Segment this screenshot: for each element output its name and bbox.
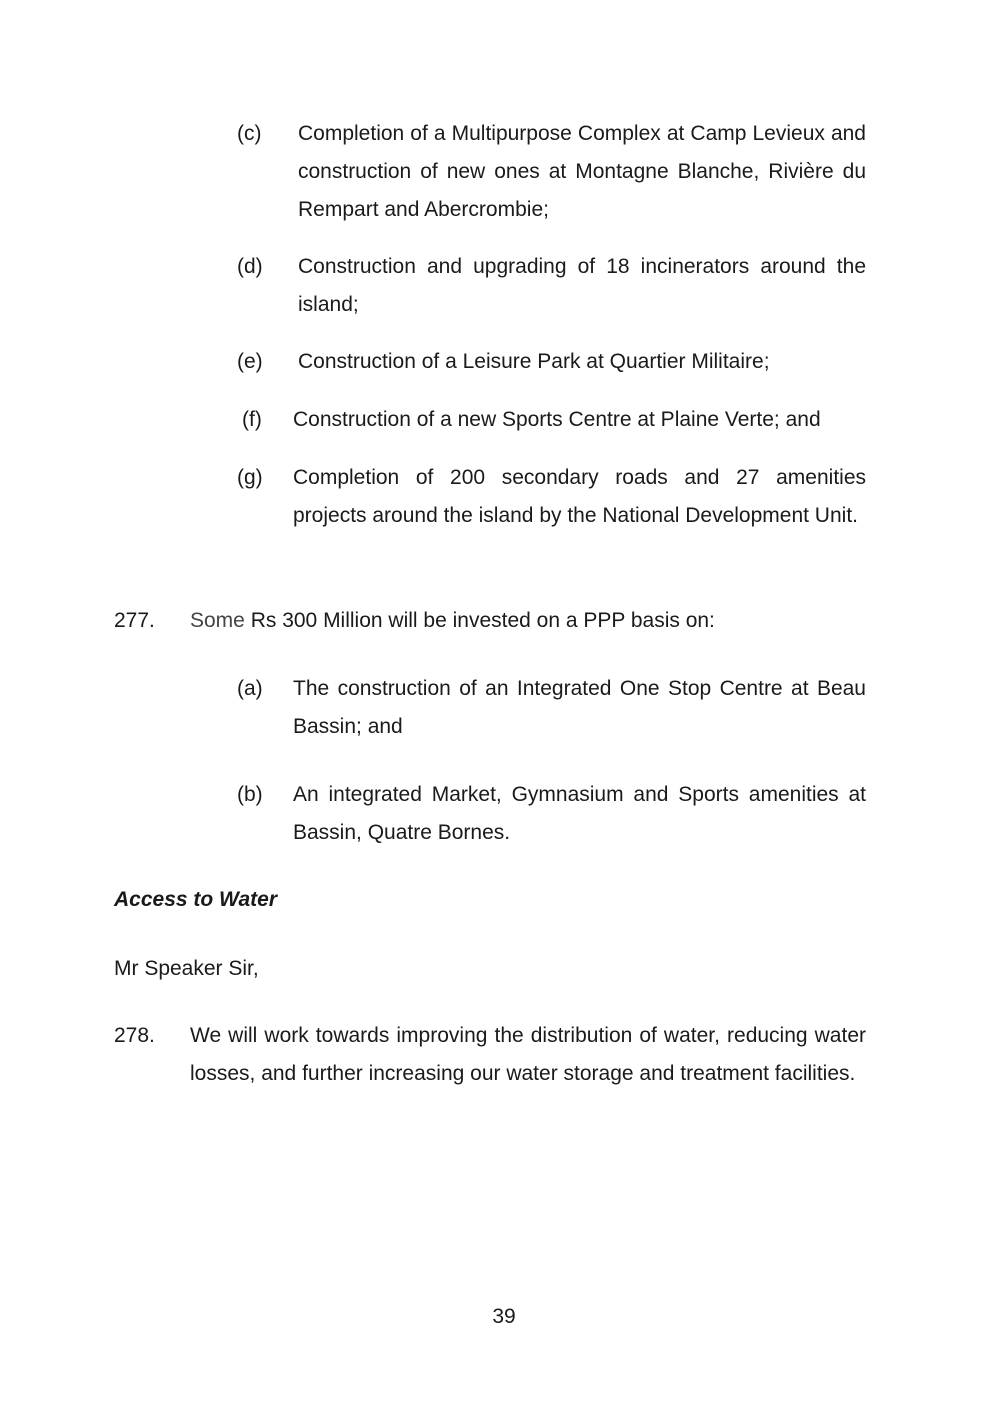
list-item-text: An integrated Market, Gymnasium and Sports amenities at Bassin, Quatre Bornes. <box>293 783 866 844</box>
page-number: 39 <box>492 1305 516 1328</box>
list-item-label: (d) <box>237 255 263 278</box>
section-heading: Access to Water <box>114 888 278 911</box>
list-item-label: (b) <box>237 783 263 806</box>
list-item-label: (f) <box>242 408 262 431</box>
paragraph-text: We will work towards improving the distribution of water, reducing water losses, and further increasing our water storage and treatment facilities. <box>190 1024 866 1085</box>
list-item-text: Completion of 200 secondary roads and 27 amenities projects around the island by the National Development Unit. <box>293 466 866 527</box>
list-item-text: Completion of a Multipurpose Complex at Camp Levieux and construction of new ones at Montagne Blanche, Rivière du Rempart and Abercrombie; <box>298 122 866 221</box>
list-item-label: (a) <box>237 677 263 700</box>
paragraph-text <box>190 602 866 640</box>
list-item-label: (e) <box>237 350 263 373</box>
paragraph-number: 277. <box>114 609 155 632</box>
paragraph-body: Rs 300 Million will be invested on a PPP basis on: <box>244 609 715 632</box>
paragraph-number: 278. <box>114 1024 155 1047</box>
list-item-text: The construction of an Integrated One Stop Centre at Beau Bassin; and <box>293 677 866 738</box>
paragraph-lead-word: Some <box>190 609 245 632</box>
salutation: Mr Speaker Sir, <box>114 957 259 980</box>
list-item-text: Construction of a Leisure Park at Quartier Militaire; <box>298 350 770 373</box>
list-item-label: (c) <box>237 122 262 145</box>
list-item-text: Construction and upgrading of 18 incinerators around the island; <box>298 255 866 316</box>
list-item-label: (g) <box>237 466 263 489</box>
list-item-text: Construction of a new Sports Centre at Plaine Verte; and <box>293 408 821 431</box>
